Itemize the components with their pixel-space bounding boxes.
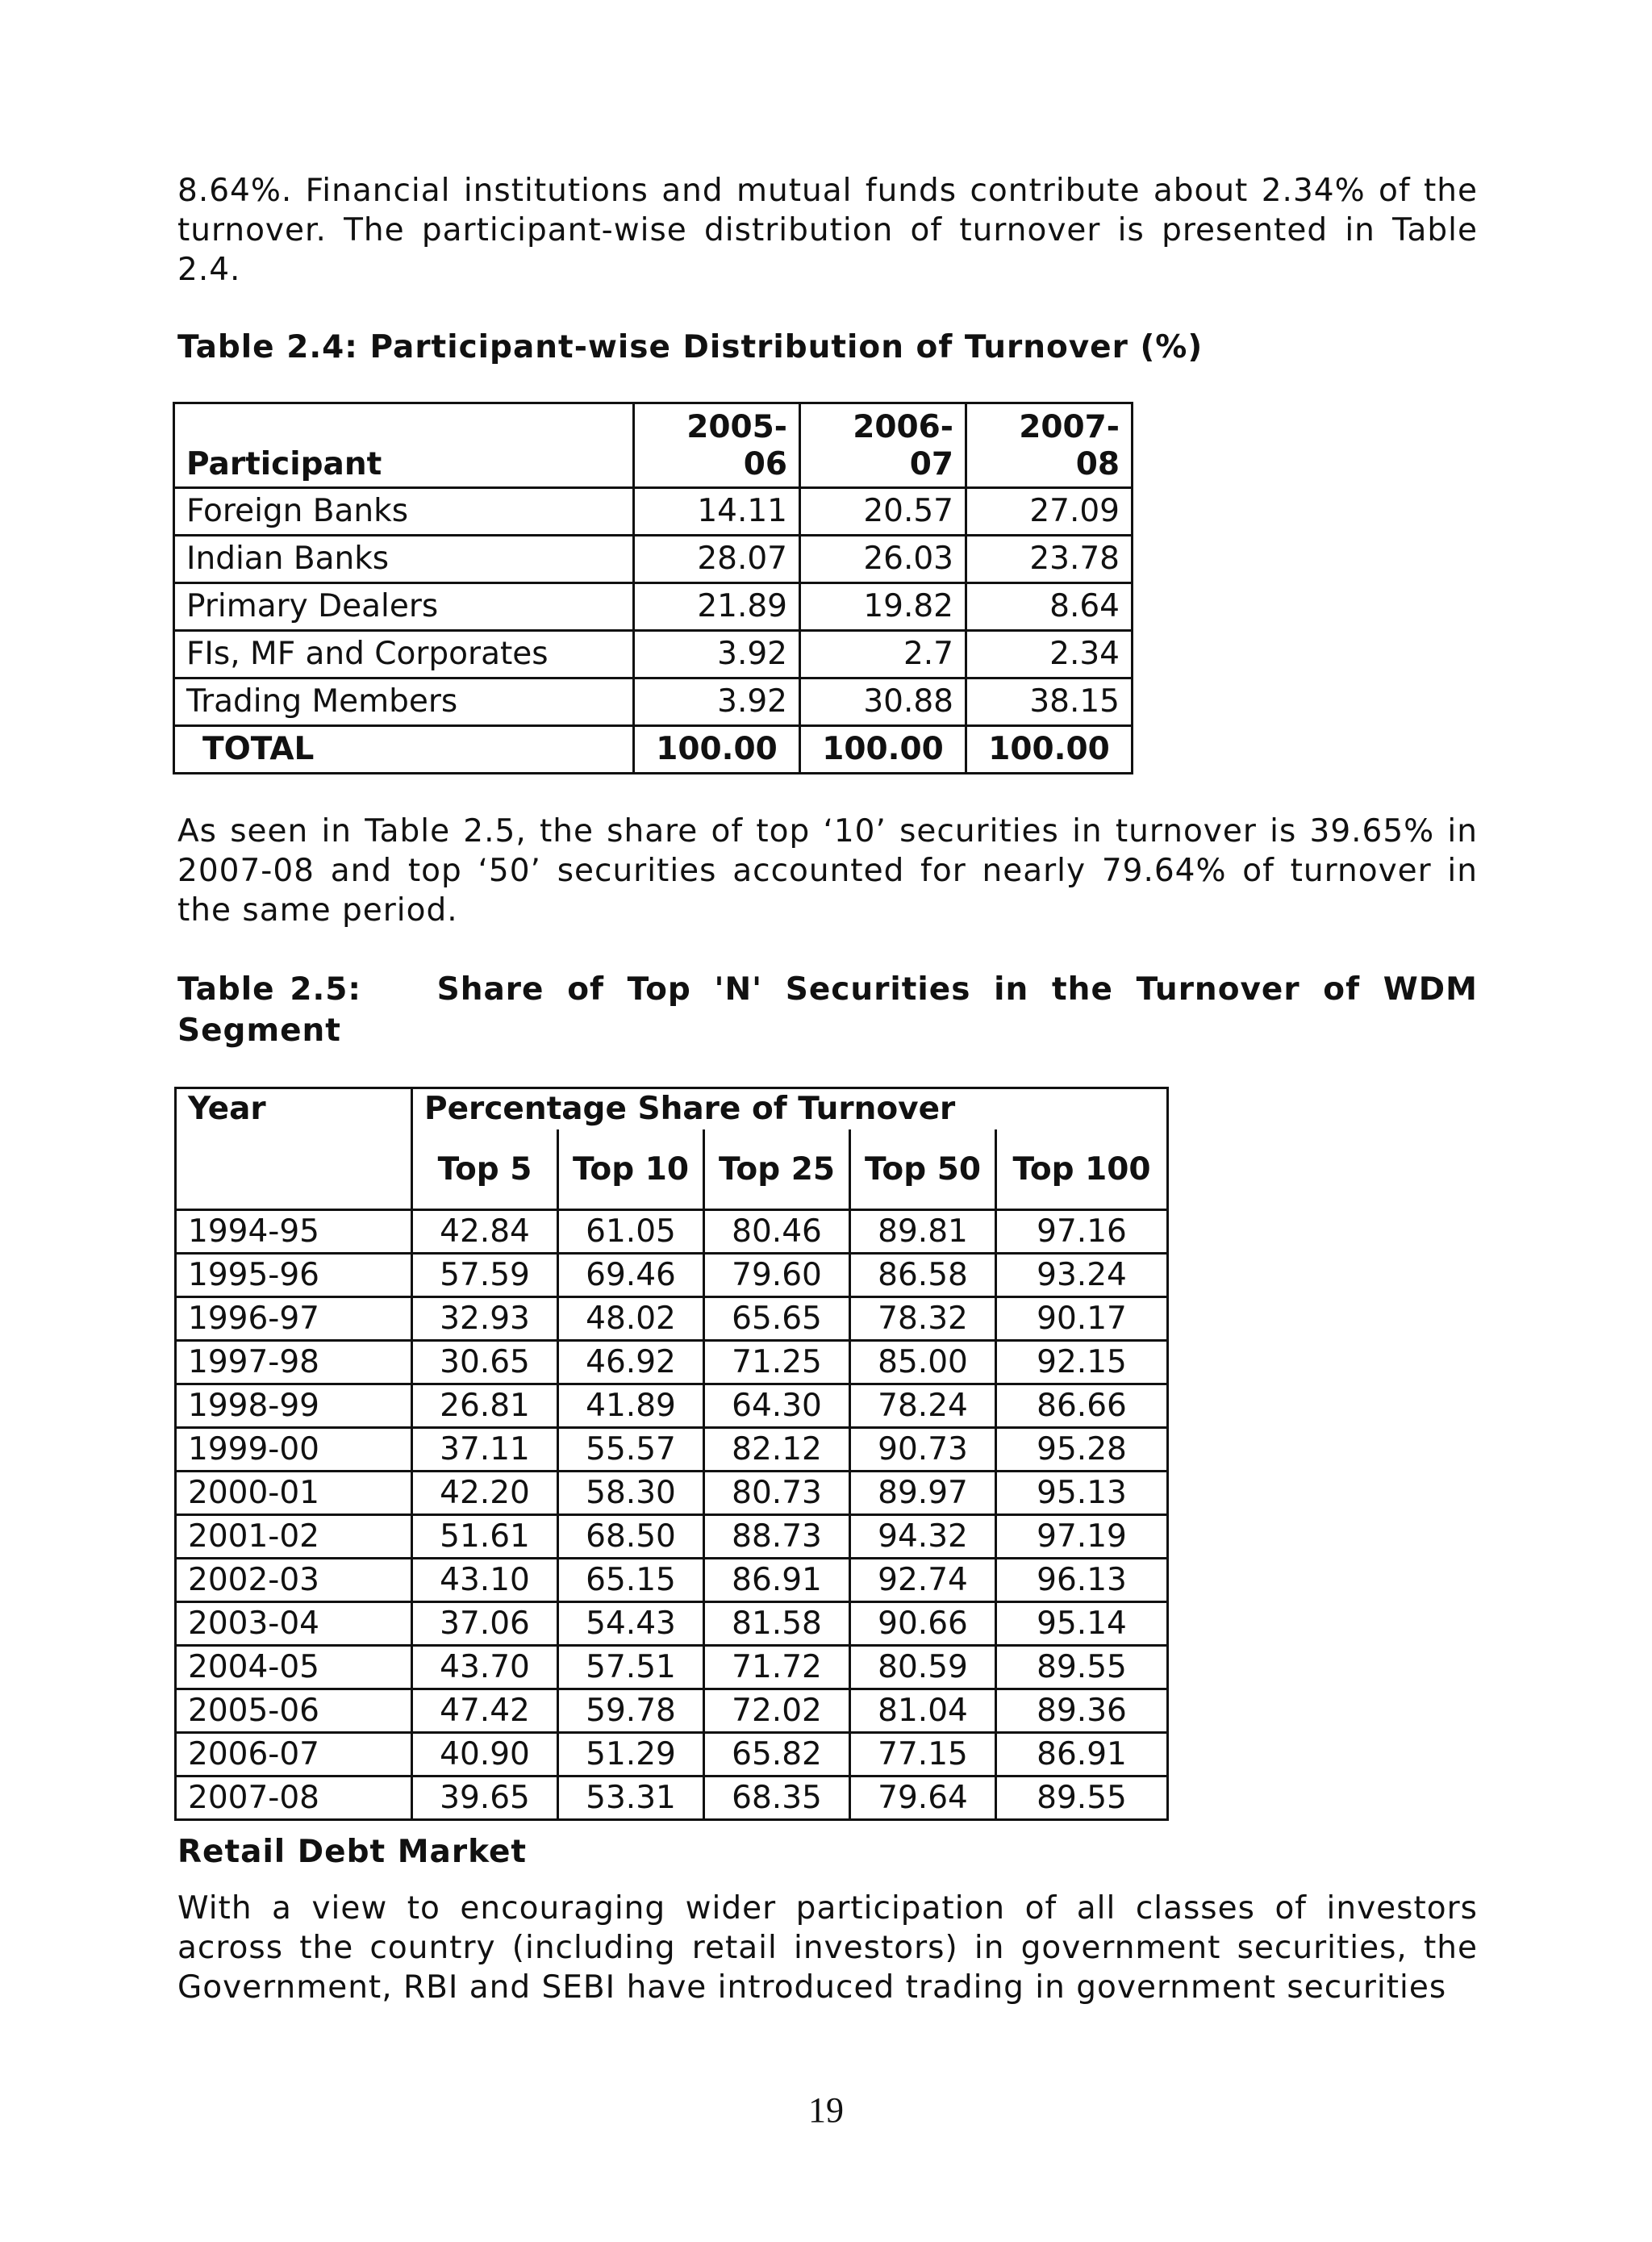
value-cell: 23.78 (966, 536, 1133, 583)
value-cell: 54.43 (558, 1602, 704, 1646)
table-row (174, 583, 1133, 631)
value-cell: 2.34 (966, 631, 1133, 678)
table-row (176, 1515, 1168, 1559)
year-header: Year (176, 1088, 412, 1130)
value-cell: 41.89 (558, 1384, 704, 1428)
value-cell: 8.64 (966, 583, 1133, 631)
table-header-row (176, 1088, 1168, 1130)
top-n-header: Top 25 (704, 1129, 850, 1210)
table-row (176, 1254, 1168, 1297)
value-cell: 21.89 (634, 583, 800, 631)
year-cell: 2006-07 (176, 1733, 412, 1776)
value-cell: 68.50 (558, 1515, 704, 1559)
value-cell: 2.7 (800, 631, 966, 678)
year-cell: 1997-98 (176, 1341, 412, 1384)
top-securities-table (174, 1087, 1169, 1821)
year-cell: 2005-06 (176, 1689, 412, 1733)
year-cell: 1998-99 (176, 1384, 412, 1428)
value-cell: 95.14 (996, 1602, 1168, 1646)
table-row (176, 1384, 1168, 1428)
table-2-5-caption-text: Share of Top 'N' Securities in the Turnover of WDM Segment (177, 971, 1478, 1049)
value-cell: 94.32 (850, 1515, 996, 1559)
value-cell: 20.57 (800, 488, 966, 536)
value-cell: 97.19 (996, 1515, 1168, 1559)
table-row (174, 488, 1133, 536)
table-2-5-caption-label: Table 2.5: (177, 971, 362, 1008)
value-cell: 89.36 (996, 1689, 1168, 1733)
value-cell: 89.97 (850, 1472, 996, 1515)
year-header: 2007-08 (966, 403, 1133, 488)
year-cell: 2001-02 (176, 1515, 412, 1559)
final-paragraph: With a view to encouraging wider participation of all classes of investors across the country (including retail investors) in government securities, the Government, RBI and SEBI have introduced trading in government securities (177, 1890, 1478, 2006)
value-cell: 80.46 (704, 1210, 850, 1254)
table-row (176, 1559, 1168, 1602)
value-cell: 72.02 (704, 1689, 850, 1733)
year-header: 2006-07 (800, 403, 966, 488)
table-row (176, 1210, 1168, 1254)
value-cell: 68.35 (704, 1776, 850, 1820)
value-cell: 58.30 (558, 1472, 704, 1515)
table-row (174, 631, 1133, 678)
section-heading: Retail Debt Market (177, 1834, 528, 1870)
value-cell: 57.51 (558, 1646, 704, 1689)
participant-cell: Primary Dealers (174, 583, 634, 631)
value-cell: 90.66 (850, 1602, 996, 1646)
value-cell: 38.15 (966, 678, 1133, 726)
value-cell: 64.30 (704, 1384, 850, 1428)
table-subheader-row (176, 1129, 1168, 1210)
value-cell: 86.91 (996, 1733, 1168, 1776)
value-cell: 61.05 (558, 1210, 704, 1254)
total-value: 100.00 (634, 726, 800, 774)
value-cell: 43.10 (412, 1559, 558, 1602)
value-cell: 92.74 (850, 1559, 996, 1602)
value-cell: 69.46 (558, 1254, 704, 1297)
value-cell: 90.17 (996, 1297, 1168, 1341)
year-cell: 1994-95 (176, 1210, 412, 1254)
value-cell: 32.93 (412, 1297, 558, 1341)
year-cell: 2004-05 (176, 1646, 412, 1689)
value-cell: 71.25 (704, 1341, 850, 1384)
value-cell: 65.82 (704, 1733, 850, 1776)
value-cell: 86.66 (996, 1384, 1168, 1428)
value-cell: 19.82 (800, 583, 966, 631)
page-content (177, 171, 1478, 2007)
value-cell: 3.92 (634, 678, 800, 726)
value-cell: 51.29 (558, 1733, 704, 1776)
year-header: 2005-06 (634, 403, 800, 488)
table-header-row (174, 403, 1133, 488)
value-cell: 77.15 (850, 1733, 996, 1776)
year-cell: 1999-00 (176, 1428, 412, 1472)
top-n-header: Top 50 (850, 1129, 996, 1210)
value-cell: 78.32 (850, 1297, 996, 1341)
value-cell: 79.64 (850, 1776, 996, 1820)
year-cell: 2002-03 (176, 1559, 412, 1602)
total-label: TOTAL (174, 726, 634, 774)
year-cell: 2000-01 (176, 1472, 412, 1515)
value-cell: 80.59 (850, 1646, 996, 1689)
value-cell: 86.91 (704, 1559, 850, 1602)
value-cell: 95.13 (996, 1472, 1168, 1515)
value-cell: 71.72 (704, 1646, 850, 1689)
value-cell: 28.07 (634, 536, 800, 583)
year-cell: 2003-04 (176, 1602, 412, 1646)
table-2-5-caption (177, 969, 1478, 1051)
table-row (176, 1341, 1168, 1384)
value-cell: 96.13 (996, 1559, 1168, 1602)
value-cell: 81.04 (850, 1689, 996, 1733)
value-cell: 80.73 (704, 1472, 850, 1515)
value-cell: 57.59 (412, 1254, 558, 1297)
table-row (176, 1689, 1168, 1733)
value-cell: 26.03 (800, 536, 966, 583)
value-cell: 92.15 (996, 1341, 1168, 1384)
value-cell: 40.90 (412, 1733, 558, 1776)
value-cell: 89.81 (850, 1210, 996, 1254)
value-cell: 30.65 (412, 1341, 558, 1384)
participant-cell: FIs, MF and Corporates (174, 631, 634, 678)
percentage-share-header: Percentage Share of Turnover (412, 1088, 1168, 1130)
value-cell: 97.16 (996, 1210, 1168, 1254)
value-cell: 82.12 (704, 1428, 850, 1472)
empty-header-cell (176, 1129, 412, 1210)
table-row (176, 1428, 1168, 1472)
value-cell: 14.11 (634, 488, 800, 536)
year-cell: 2007-08 (176, 1776, 412, 1820)
value-cell: 30.88 (800, 678, 966, 726)
year-cell: 1996-97 (176, 1297, 412, 1341)
value-cell: 65.15 (558, 1559, 704, 1602)
value-cell: 3.92 (634, 631, 800, 678)
value-cell: 89.55 (996, 1776, 1168, 1820)
value-cell: 39.65 (412, 1776, 558, 1820)
intro-paragraph: 8.64%. Financial institutions and mutual funds contribute about 2.34% of the turnover. The participant-wise distribution of turnover is presented in Table 2.4. (177, 173, 1478, 288)
value-cell: 78.24 (850, 1384, 996, 1428)
value-cell: 88.73 (704, 1515, 850, 1559)
value-cell: 89.55 (996, 1646, 1168, 1689)
table-row (176, 1646, 1168, 1689)
value-cell: 42.20 (412, 1472, 558, 1515)
total-value: 100.00 (966, 726, 1133, 774)
table-row (174, 678, 1133, 726)
table-row (174, 536, 1133, 583)
table-row (176, 1297, 1168, 1341)
year-cell: 1995-96 (176, 1254, 412, 1297)
value-cell: 51.61 (412, 1515, 558, 1559)
top-n-header: Top 100 (996, 1129, 1168, 1210)
table-row (176, 1776, 1168, 1820)
participant-header: Participant (174, 403, 634, 488)
value-cell: 27.09 (966, 488, 1133, 536)
total-row (174, 726, 1133, 774)
middle-paragraph: As seen in Table 2.5, the share of top ‘10’ securities in turnover is 39.65% in 2007-08 and top ‘50’ securities accounted for nearly 79.64% of turnover in the same period. (177, 813, 1478, 929)
value-cell: 93.24 (996, 1254, 1168, 1297)
value-cell: 48.02 (558, 1297, 704, 1341)
value-cell: 90.73 (850, 1428, 996, 1472)
table-row (176, 1733, 1168, 1776)
value-cell: 37.11 (412, 1428, 558, 1472)
value-cell: 95.28 (996, 1428, 1168, 1472)
value-cell: 55.57 (558, 1428, 704, 1472)
value-cell: 46.92 (558, 1341, 704, 1384)
value-cell: 85.00 (850, 1341, 996, 1384)
value-cell: 47.42 (412, 1689, 558, 1733)
total-value: 100.00 (800, 726, 966, 774)
value-cell: 81.58 (704, 1602, 850, 1646)
value-cell: 26.81 (412, 1384, 558, 1428)
value-cell: 53.31 (558, 1776, 704, 1820)
value-cell: 43.70 (412, 1646, 558, 1689)
table-row (176, 1472, 1168, 1515)
table-row (176, 1602, 1168, 1646)
page-number: 19 (808, 2090, 844, 2130)
participant-cell: Foreign Banks (174, 488, 634, 536)
table-2-4-caption: Table 2.4: Participant-wise Distribution of Turnover (%) (177, 329, 1204, 365)
value-cell: 42.84 (412, 1210, 558, 1254)
top-n-header: Top 10 (558, 1129, 704, 1210)
value-cell: 65.65 (704, 1297, 850, 1341)
participant-cell: Trading Members (174, 678, 634, 726)
participant-cell: Indian Banks (174, 536, 634, 583)
value-cell: 59.78 (558, 1689, 704, 1733)
value-cell: 79.60 (704, 1254, 850, 1297)
top-n-header: Top 5 (412, 1129, 558, 1210)
participant-distribution-table (173, 402, 1133, 774)
value-cell: 37.06 (412, 1602, 558, 1646)
value-cell: 86.58 (850, 1254, 996, 1297)
